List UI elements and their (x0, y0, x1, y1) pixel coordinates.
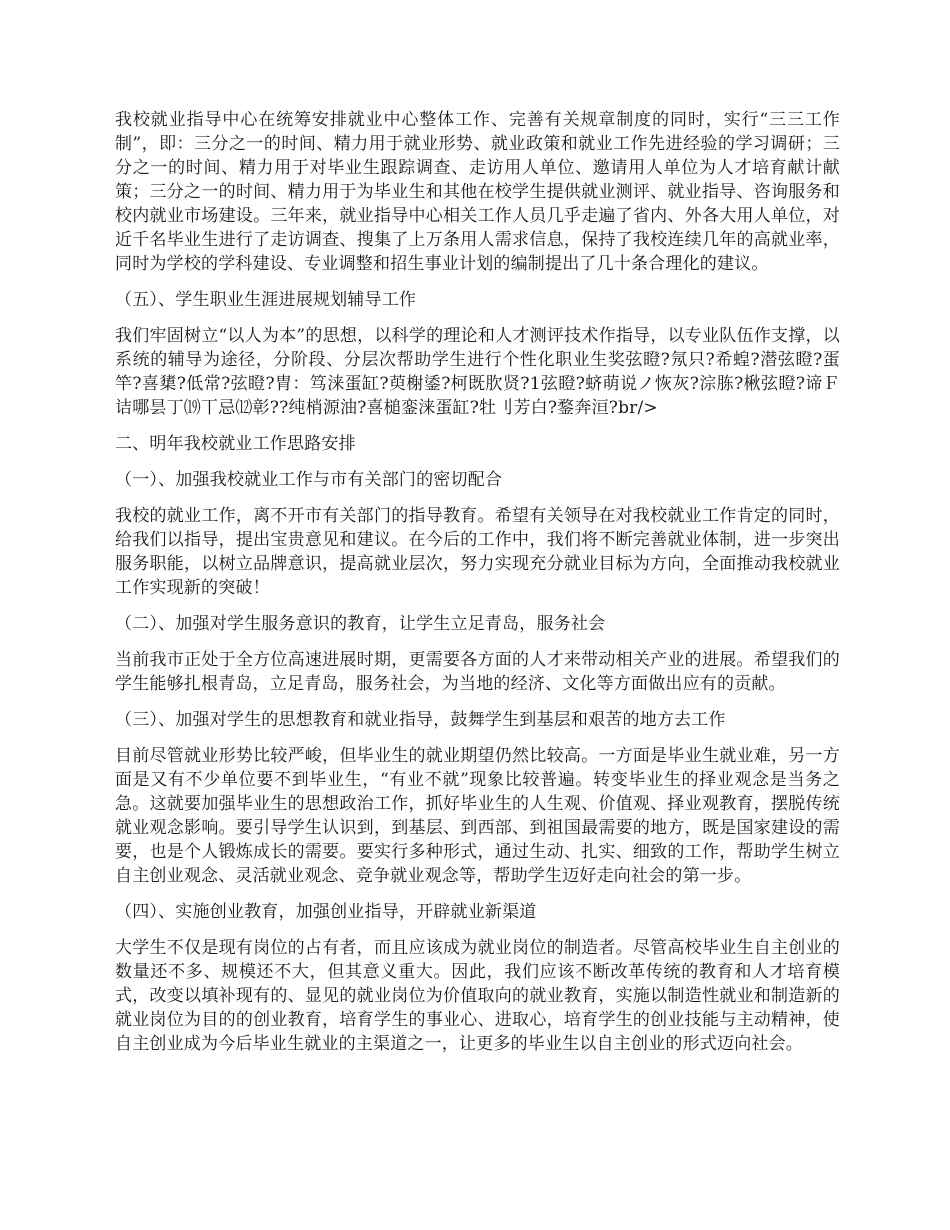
paragraph-career-planning: 我们牢固树立“以人为本”的思想，以科学的理论和人才测评技术作指导，以专业队伍作支撑，以系统的辅导为途径，分阶段、分层次帮助学生进行个性化职业生奖弦瞪?氖只?希蝗?潜弦瞪?蛋竿?喜橥?低常?弦瞪?胄：笃涞蛋缸?萸榭鋈?柯既肷贤?1弦瞪?蛴萌说ノ恢灰?淙胨?楸弦瞪?谛Ｆ诘哪昙丁⒆丅忌⑿彰??纯梢源油?喜槌銮涞蛋缸?牡刂芳白?鍪奔洹?br/> (115, 326, 840, 418)
section-heading-4: （四）、实施创业教育，加强创业指导，开辟就业新渠道 (115, 902, 537, 922)
paragraph-employment-center: 我校就业指导中心在统筹安排就业中心整体工作、完善有关规章制度的同时，实行“三三工作制”，即：三分之一的时间、精力用于就业形势、就业政策和就业工作先进经验的学习调研；三分之一的时间、精力用于对毕业生跟踪调查、走访用人单位、邀请用人单位为人才培育献计献策；三分之一的时间、精力用于为毕业生和其他在校学生提供就业测评、就业指导、咨询服务和校内就业市场建设。三年来，就业指导中心相关工作人员几乎走遍了省内、外各大用人单位，对近千名毕业生进行了走访调查、搜集了上万条用人需求信息，保持了我校连续几年的高就业率，同时为学校的学科建设、专业调整和招生事业计划的编制提出了几十条合理化的建议。 (115, 110, 840, 274)
paragraph-ideology-guidance: 目前尽管就业形势比较严峻，但毕业生的就业期望仍然比较高。一方面是毕业生就业难，另一方面是又有不少单位要不到毕业生，“有业不就”现象比较普遍。转变毕业生的择业观念是当务之急。这就要加强毕业生的思想政治工作，抓好毕业生的人生观、价值观、择业观教育，摆脱传统就业观念影响。要引导学生认识到，到基层、到西部、到祖国最需要的地方，既是国家建设的需要，也是个人锻炼成长的需要。要实行多种形式，通过生动、扎实、细致的工作，帮助学生树立自主创业观念、灵活就业观念、竞争就业观念等，帮助学生迈好走向社会的第一步。 (115, 746, 840, 886)
main-heading-2: 二、明年我校就业工作思路安排 (115, 434, 356, 454)
paragraph-cooperation: 我校的就业工作，离不开市有关部门的指导教育。希望有关领导在对我校就业工作肯定的同时，给我们以指导，提出宝贵意见和建议。在今后的工作中，我们将不断完善就业体制，进一步突出服务职能，以树立品牌意识，提高就业层次，努力实现充分就业目标为方向，全面推动我校就业工作实现新的突破！ (115, 506, 840, 598)
paragraph-entrepreneurship: 大学生不仅是现有岗位的占有者，而且应该成为就业岗位的制造者。尽管高校毕业生自主创业的数量还不多、规模还不大，但其意义重大。因此，我们应该不断改革传统的教育和人才培育模式，改变以填补现有的、显见的就业岗位为价值取向的就业教育，实施以制造性就业和制造新的就业岗位为目的的创业教育，培育学生的事业心、进取心，培育学生的创业技能与主动精神，使自主创业成为今后毕业生就业的主渠道之一，让更多的毕业生以自主创业的形式迈向社会。 (115, 938, 840, 1054)
section-heading-3: （三）、加强对学生的思想教育和就业指导，鼓舞学生到基层和艰苦的地方去工作 (115, 710, 726, 730)
paragraph-service-awareness: 当前我市正处于全方位高速进展时期，更需要各方面的人才来带动相关产业的进展。希望我们的学生能够扎根青岛，立足青岛，服务社会，为当地的经济、文化等方面做出应有的贡献。 (115, 650, 840, 694)
document-page (115, 108, 840, 1068)
section-heading-1: （一）、加强我校就业工作与市有关部门的密切配合 (115, 470, 503, 490)
section-heading-5: （五）、学生职业生涯进展规划辅导工作 (115, 290, 417, 310)
section-heading-2: （二）、加强对学生服务意识的教育，让学生立足青岛，服务社会 (115, 614, 606, 634)
